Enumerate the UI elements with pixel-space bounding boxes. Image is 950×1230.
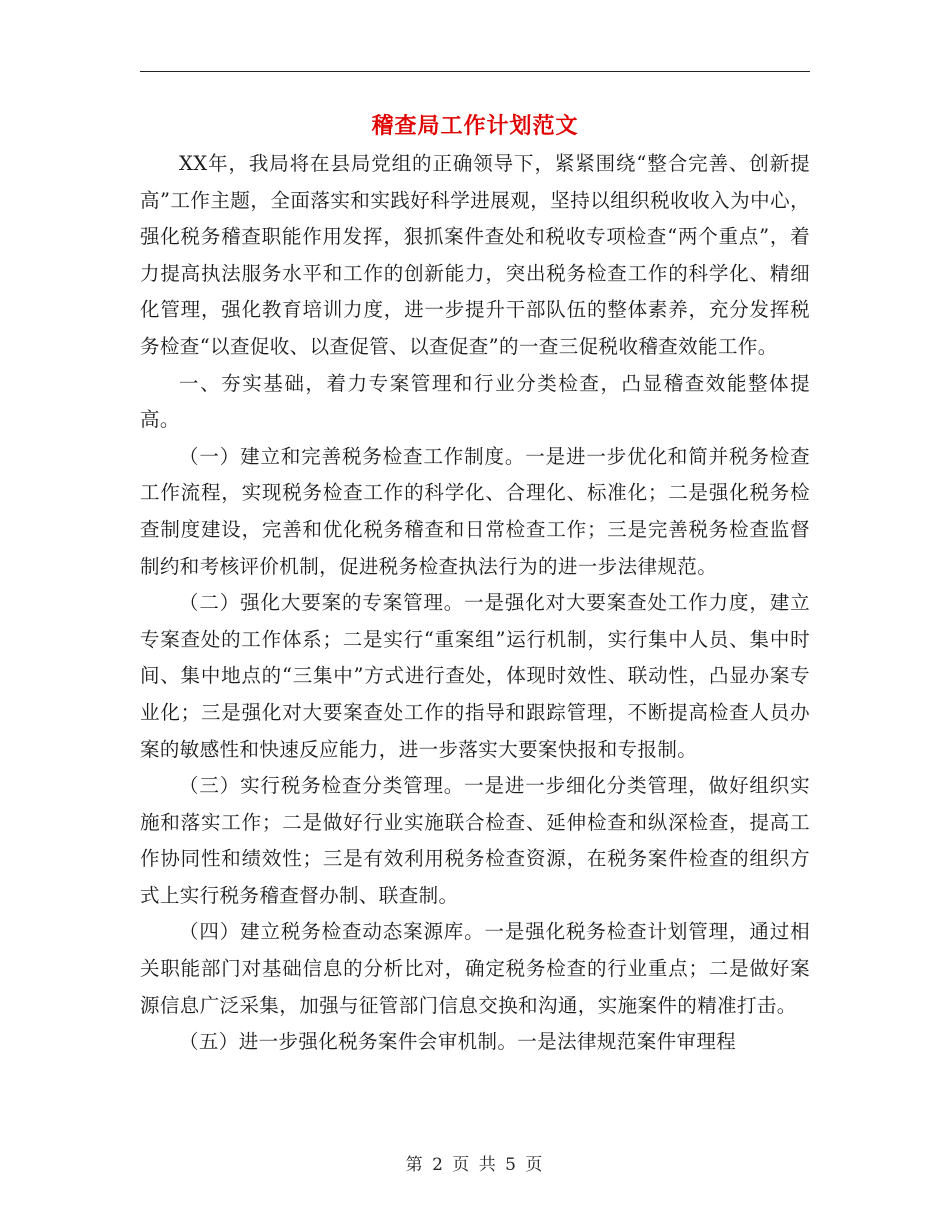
- paragraph-item-5: （五）进一步强化税务案件会审机制。一是法律规范案件审理程: [179, 1030, 737, 1054]
- paragraph-item-4: （四）建立税务检查动态案源库。一是强化税务检查计划管理，通过相关职能部门对基础信息的分析比对，确定税务检查的行业重点；二是做好案源信息广泛采集，加强与征管部门信息交换和沟通，实施案件的精准打击。: [140, 920, 810, 1017]
- document-title: 稽查局工作计划范文: [371, 113, 579, 139]
- paragraph-intro: XX年，我局将在县局党组的正确领导下，紧紧围绕“整合完善、创新提高”工作主题，全面落实和实践好科学进展观，坚持以组织税收收入为中心，强化税务稽查职能作用发挥，狠抓案件查处和税收专项检查“两个重点”，着力提高执法服务水平和工作的创新能力，突出税务检查工作的科学化、精细化管理，强化教育培训力度，进一步提升干部队伍的整体素养，充分发挥税务检查“以查促收、以查促管、以查促查”的一查三促税收稽查效能工作。: [140, 152, 810, 358]
- paragraph-section-1-heading: 一、夯实基础，着力专案管理和行业分类检查，凸显稽查效能整体提高。: [140, 371, 810, 432]
- document-body: [140, 146, 810, 1061]
- paragraph-item-3: （三）实行税务检查分类管理。一是进一步细化分类管理，做好组织实施和落实工作；二是做好行业实施联合检查、延伸检查和纵深检查，提高工作协同性和绩效性；三是有效利用税务检查资源，在税务案件检查的组织方式上实行税务稽查督办制、联查制。: [140, 774, 810, 907]
- page-number-footer: 第 2 页 共 5 页: [405, 1155, 545, 1175]
- paragraph-item-2: （二）强化大要案的专案管理。一是强化对大要案查处工作力度，建立专案查处的工作体系；二是实行“重案组”运行机制，实行集中人员、集中时间、集中地点的“三集中”方式进行查处，体现时效性、联动性，凸显办案专业化；三是强化对大要案查处工作的指导和跟踪管理，不断提高检查人员办案的敏感性和快速反应能力，进一步落实大要案快报和专报制。: [140, 591, 810, 761]
- paragraph-item-1: （一）建立和完善税务检查工作制度。一是进一步优化和简并税务检查工作流程，实现税务检查工作的科学化、合理化、标准化；二是强化税务检查制度建设，完善和优化税务稽查和日常检查工作；三是完善税务检查监督制约和考核评价机制，促进税务检查执法行为的进一步法律规范。: [140, 444, 810, 578]
- header-rule: [140, 71, 810, 72]
